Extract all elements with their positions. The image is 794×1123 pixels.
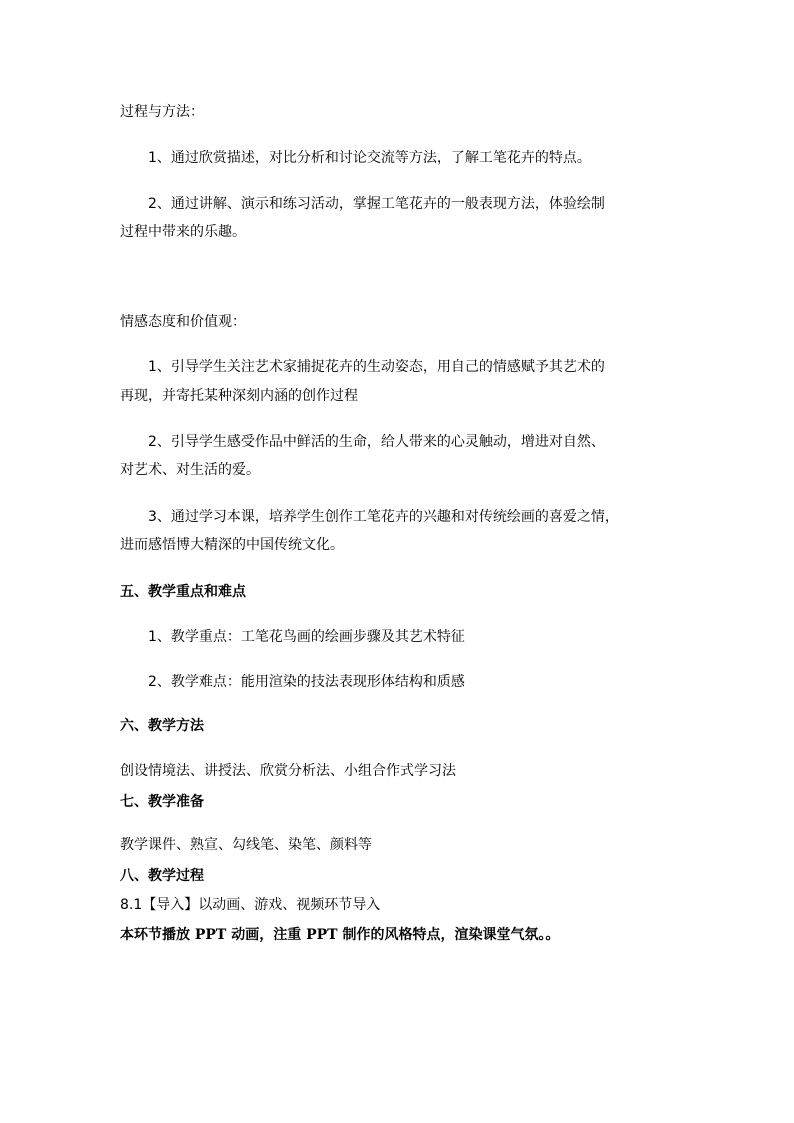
emotion-item-2-line-2: 对艺术、对生活的爱。 [120, 462, 260, 478]
section-8-sub-1: 8.1【导入】以动画、游戏、视频环节导入 [120, 897, 381, 913]
section-5-item-2: 2、教学难点：能用渲染的技法表现形体结构和质感 [148, 674, 465, 690]
emotion-item-1-line-1: 1、引导学生关注艺术家捕捉花卉的生动姿态，用自己的情感赋予其艺术的 [148, 359, 605, 375]
section-6-text: 创设情境法、讲授法、欣赏分析法、小组合作式学习法 [120, 763, 456, 779]
section-8-note: 本环节播放 PPT 动画，注重 PPT 制作的风格特点，渲染课堂气氛。。 [120, 927, 560, 943]
process-method-heading: 过程与方法： [120, 104, 204, 120]
section-5-item-1: 1、教学重点：工笔花鸟画的绘画步骤及其艺术特征 [148, 629, 465, 645]
section-5-heading: 五、教学重点和难点 [120, 584, 246, 600]
emotion-item-1-line-2: 再现，并寄托某种深刻内涵的创作过程 [120, 388, 358, 404]
section-6-heading: 六、教学方法 [120, 718, 204, 734]
section-7-text: 教学课件、熟宣、勾线笔、染笔、颜料等 [120, 837, 372, 853]
section-7-heading: 七、教学准备 [120, 794, 204, 810]
process-method-item-2-line-1: 2、通过讲解、演示和练习活动，掌握工笔花卉的一般表现方法，体验绘制 [148, 196, 605, 212]
section-8-heading: 八、教学过程 [120, 868, 204, 884]
emotion-item-2-line-1: 2、引导学生感受作品中鲜活的生命，给人带来的心灵触动，增进对自然、 [148, 434, 605, 450]
emotion-heading: 情感态度和价值观： [120, 314, 246, 330]
emotion-item-3-line-2: 进而感悟博大精深的中国传统文化。 [120, 537, 344, 553]
emotion-item-3-line-1: 3、通过学习本课，培养学生创作工笔花卉的兴趣和对传统绘画的喜爱之情， [148, 509, 619, 525]
process-method-item-2-line-2: 过程中带来的乐趣。 [120, 224, 246, 240]
process-method-item-1: 1、通过欣赏描述，对比分析和讨论交流等方法，了解工笔花卉的特点。 [148, 150, 591, 166]
